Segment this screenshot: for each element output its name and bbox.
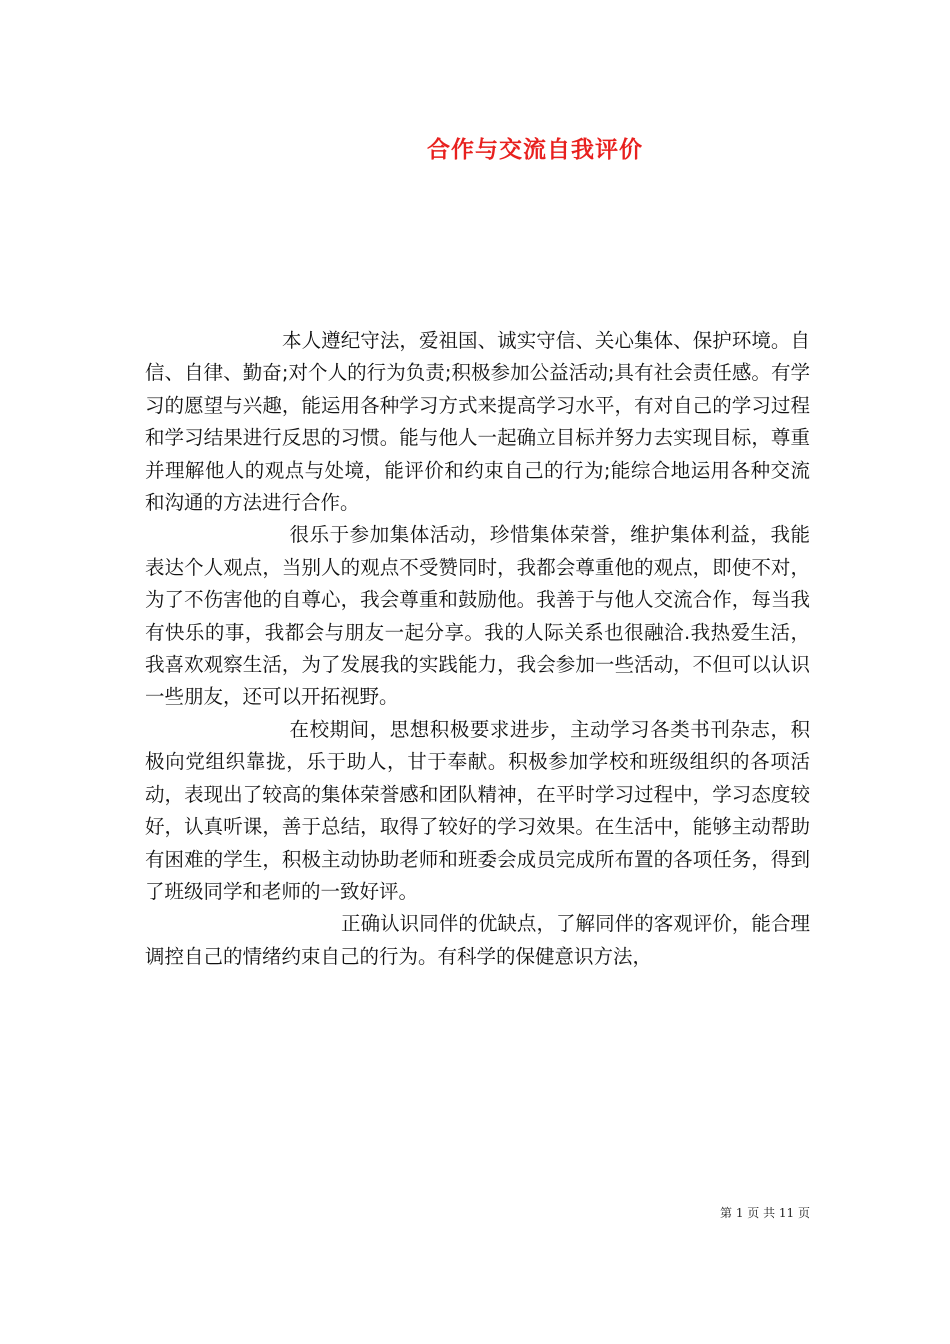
paragraph	[145, 519, 810, 713]
page-number: 第 1 页 共 11 页	[720, 1206, 810, 1220]
paragraph	[145, 908, 810, 973]
paragraph-text: 很乐于参加集体活动，珍惜集体荣誉，维护集体利益，我能表达个人观点，当别人的观点不受赞同时，我都会尊重他的观点，即使不对，为了不伤害他的自尊心，我会尊重和鼓励他。我善于与他人交流合作，每当我有快乐的事，我都会与朋友一起分享。我的人际关系也很融洽.我热爱生活，我喜欢观察生活，为了发展我的实践能力，我会参加一些活动，不但可以认识一些朋友，还可以开拓视野。	[145, 523, 810, 709]
page-title: 合作与交流自我评价	[427, 136, 643, 163]
paragraph-text: 在校期间，思想积极要求进步，主动学习各类书刊杂志，积极向党组织靠拢，乐于助人，甘于奉献。积极参加学校和班级组织的各项活动，表现出了较高的集体荣誉感和团队精神，在平时学习过程中，学习态度较好，认真听课，善于总结，取得了较好的学习效果。在生活中，能够主动帮助有困难的学生，积极主动协助老师和班委会成员完成所布置的各项任务，得到了班级同学和老师的一致好评。	[145, 717, 810, 903]
paragraph-text: 本人遵纪守法，爱祖国、诚实守信、关心集体、保护环境。自信、自律、勤奋;对个人的行为负责;积极参加公益活动;具有社会责任感。有学习的愿望与兴趣，能运用各种学习方式来提高学习水平，有对自己的学习过程和学习结果进行反思的习惯。能与他人一起确立目标并努力去实现目标，尊重并理解他人的观点与处境，能评价和约束自己的行为;能综合地运用各种交流和沟通的方法进行合作。	[145, 329, 810, 515]
document-body	[145, 325, 810, 973]
paragraph	[145, 325, 810, 519]
paragraph	[145, 714, 810, 908]
paragraph-text: 正确认识同伴的优缺点，了解同伴的客观评价，能合理调控自己的情绪约束自己的行为。有科学的保健意识方法，	[145, 912, 810, 968]
